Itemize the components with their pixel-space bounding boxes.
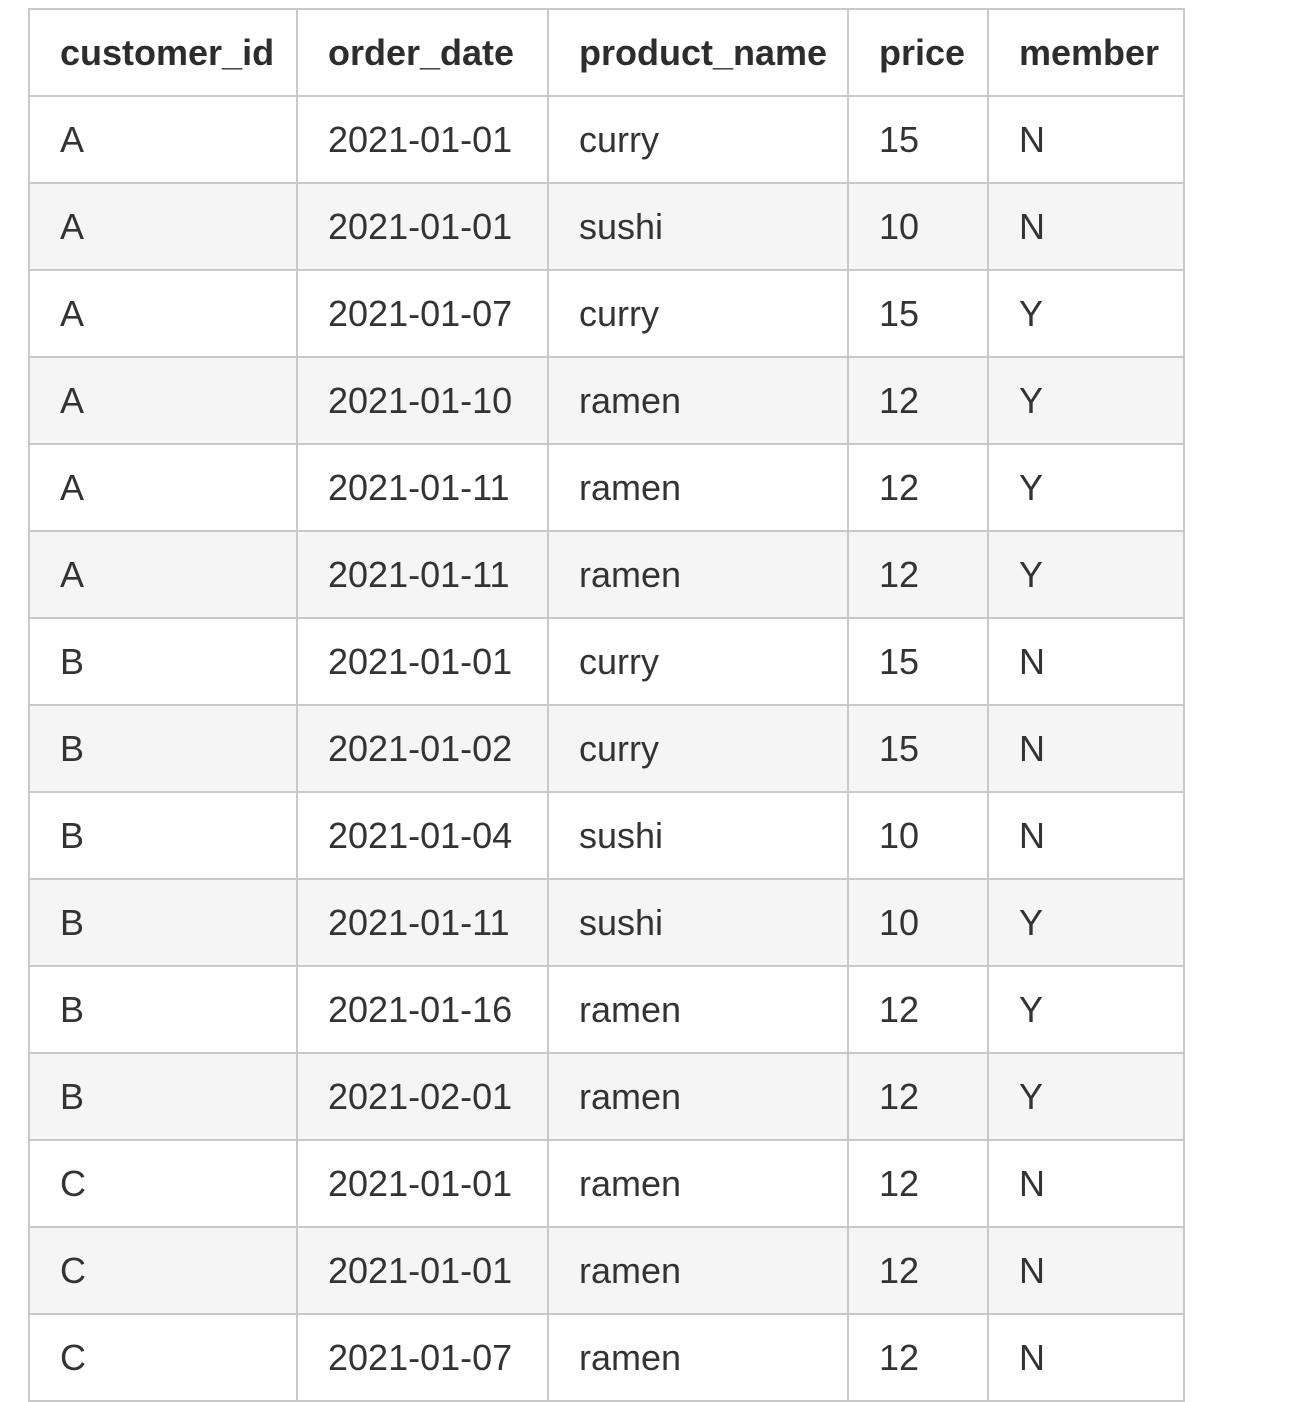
cell-price: 15 (848, 705, 988, 792)
cell-customer_id: A (29, 531, 297, 618)
cell-product_name: ramen (548, 1227, 848, 1314)
cell-customer_id: C (29, 1314, 297, 1401)
cell-order_date: 2021-01-11 (297, 444, 548, 531)
cell-customer_id: C (29, 1227, 297, 1314)
cell-product_name: ramen (548, 531, 848, 618)
cell-price: 12 (848, 357, 988, 444)
cell-order_date: 2021-01-02 (297, 705, 548, 792)
cell-member: N (988, 183, 1184, 270)
table-row (29, 1053, 1184, 1140)
cell-order_date: 2021-01-01 (297, 1227, 548, 1314)
cell-member: Y (988, 357, 1184, 444)
cell-price: 15 (848, 618, 988, 705)
orders-table-body (29, 96, 1184, 1401)
cell-product_name: ramen (548, 966, 848, 1053)
table-row (29, 531, 1184, 618)
cell-member: Y (988, 1053, 1184, 1140)
cell-member: N (988, 1227, 1184, 1314)
cell-customer_id: B (29, 792, 297, 879)
table-row (29, 357, 1184, 444)
cell-order_date: 2021-01-04 (297, 792, 548, 879)
table-row (29, 183, 1184, 270)
table-row (29, 96, 1184, 183)
orders-table (28, 8, 1185, 1402)
cell-product_name: sushi (548, 879, 848, 966)
cell-product_name: sushi (548, 183, 848, 270)
cell-price: 12 (848, 966, 988, 1053)
cell-price: 12 (848, 1140, 988, 1227)
table-row (29, 444, 1184, 531)
cell-customer_id: B (29, 705, 297, 792)
table-row (29, 705, 1184, 792)
cell-customer_id: A (29, 96, 297, 183)
cell-member: Y (988, 444, 1184, 531)
table-row (29, 618, 1184, 705)
cell-order_date: 2021-01-07 (297, 270, 548, 357)
cell-price: 10 (848, 879, 988, 966)
cell-order_date: 2021-01-16 (297, 966, 548, 1053)
cell-customer_id: B (29, 1053, 297, 1140)
cell-order_date: 2021-01-11 (297, 879, 548, 966)
cell-price: 12 (848, 1053, 988, 1140)
table-row (29, 1140, 1184, 1227)
cell-member: Y (988, 531, 1184, 618)
cell-member: Y (988, 966, 1184, 1053)
column-header-order_date: order_date (297, 9, 548, 96)
cell-member: N (988, 705, 1184, 792)
cell-product_name: ramen (548, 1314, 848, 1401)
cell-price: 15 (848, 96, 988, 183)
cell-product_name: sushi (548, 792, 848, 879)
table-row (29, 792, 1184, 879)
orders-table-container (28, 8, 1185, 1402)
table-row (29, 1227, 1184, 1314)
column-header-customer_id: customer_id (29, 9, 297, 96)
header-row (29, 9, 1184, 96)
cell-member: N (988, 1140, 1184, 1227)
cell-customer_id: A (29, 270, 297, 357)
cell-price: 10 (848, 183, 988, 270)
cell-member: Y (988, 270, 1184, 357)
cell-order_date: 2021-02-01 (297, 1053, 548, 1140)
cell-customer_id: B (29, 966, 297, 1053)
cell-customer_id: A (29, 357, 297, 444)
cell-product_name: ramen (548, 357, 848, 444)
cell-customer_id: A (29, 183, 297, 270)
cell-product_name: curry (548, 618, 848, 705)
column-header-member: member (988, 9, 1184, 96)
cell-order_date: 2021-01-01 (297, 618, 548, 705)
table-row (29, 879, 1184, 966)
table-row (29, 1314, 1184, 1401)
cell-product_name: ramen (548, 1140, 848, 1227)
cell-customer_id: B (29, 879, 297, 966)
cell-product_name: curry (548, 96, 848, 183)
cell-member: N (988, 792, 1184, 879)
cell-order_date: 2021-01-07 (297, 1314, 548, 1401)
column-header-product_name: product_name (548, 9, 848, 96)
cell-member: Y (988, 879, 1184, 966)
cell-price: 12 (848, 1314, 988, 1401)
cell-order_date: 2021-01-11 (297, 531, 548, 618)
cell-member: N (988, 1314, 1184, 1401)
cell-price: 12 (848, 444, 988, 531)
cell-product_name: curry (548, 705, 848, 792)
cell-price: 15 (848, 270, 988, 357)
cell-member: N (988, 618, 1184, 705)
cell-order_date: 2021-01-01 (297, 183, 548, 270)
cell-product_name: curry (548, 270, 848, 357)
table-row (29, 966, 1184, 1053)
cell-price: 10 (848, 792, 988, 879)
orders-table-head (29, 9, 1184, 96)
cell-order_date: 2021-01-10 (297, 357, 548, 444)
cell-customer_id: A (29, 444, 297, 531)
cell-price: 12 (848, 1227, 988, 1314)
cell-product_name: ramen (548, 1053, 848, 1140)
cell-member: N (988, 96, 1184, 183)
cell-product_name: ramen (548, 444, 848, 531)
table-row (29, 270, 1184, 357)
cell-customer_id: C (29, 1140, 297, 1227)
cell-order_date: 2021-01-01 (297, 1140, 548, 1227)
cell-order_date: 2021-01-01 (297, 96, 548, 183)
column-header-price: price (848, 9, 988, 96)
cell-customer_id: B (29, 618, 297, 705)
cell-price: 12 (848, 531, 988, 618)
